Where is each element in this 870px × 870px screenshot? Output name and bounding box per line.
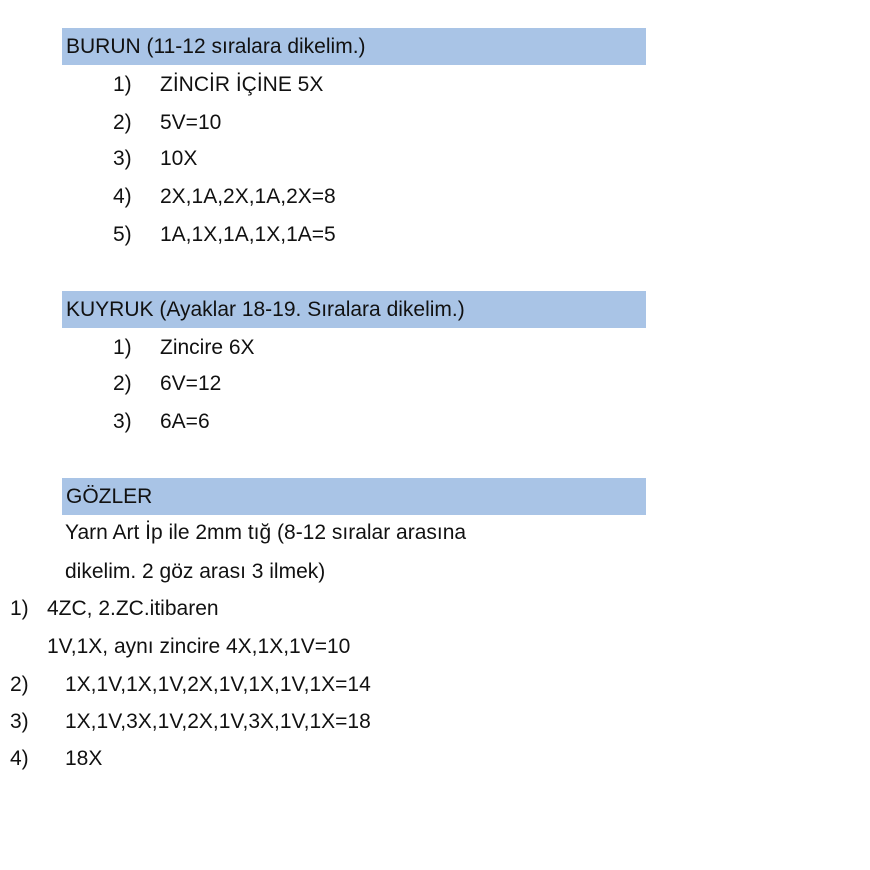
- item-number: 1): [113, 336, 132, 359]
- item-number: 3): [113, 410, 132, 433]
- item-number: 3): [113, 147, 132, 170]
- item-text: 6V=12: [160, 372, 222, 395]
- item-text: Zincire 6X: [160, 336, 255, 359]
- item-number: 4): [113, 185, 132, 208]
- section-title: KUYRUK (Ayaklar 18-19. Sıralara dikelim.): [66, 298, 465, 321]
- item-number: 1): [113, 73, 132, 96]
- item-text: 1X,1V,1X,1V,2X,1V,1X,1V,1X=14: [65, 673, 371, 696]
- item-text: 10X: [160, 147, 198, 170]
- item-text: 5V=10: [160, 111, 222, 134]
- section-title: GÖZLER: [66, 485, 153, 508]
- item-text-continued: 1V,1X, aynı zincire 4X,1X,1V=10: [47, 635, 351, 658]
- item-number: 4): [10, 747, 29, 770]
- item-text: 1A,1X,1A,1X,1A=5: [160, 223, 336, 246]
- item-text: 18X: [65, 747, 103, 770]
- section-title: BURUN (11-12 sıralara dikelim.): [66, 35, 366, 58]
- item-number: 1): [10, 597, 29, 620]
- section-header-burun: [62, 28, 646, 65]
- item-text: 6A=6: [160, 410, 210, 433]
- item-text: 4ZC, 2.ZC.itibaren: [47, 597, 219, 620]
- item-number: 2): [113, 372, 132, 395]
- item-number: 5): [113, 223, 132, 246]
- item-text: 1X,1V,3X,1V,2X,1V,3X,1V,1X=18: [65, 710, 371, 733]
- section-header-kuyruk: [62, 291, 646, 328]
- item-number: 2): [113, 111, 132, 134]
- item-number: 2): [10, 673, 29, 696]
- section-header-gozler: [62, 478, 646, 515]
- item-text: 2X,1A,2X,1A,2X=8: [160, 185, 336, 208]
- item-number: 3): [10, 710, 29, 733]
- section-note: Yarn Art İp ile 2mm tığ (8-12 sıralar arasına: [65, 521, 467, 544]
- item-text: ZİNCİR İÇİNE 5X: [160, 73, 324, 96]
- section-note: dikelim. 2 göz arası 3 ilmek): [65, 560, 326, 583]
